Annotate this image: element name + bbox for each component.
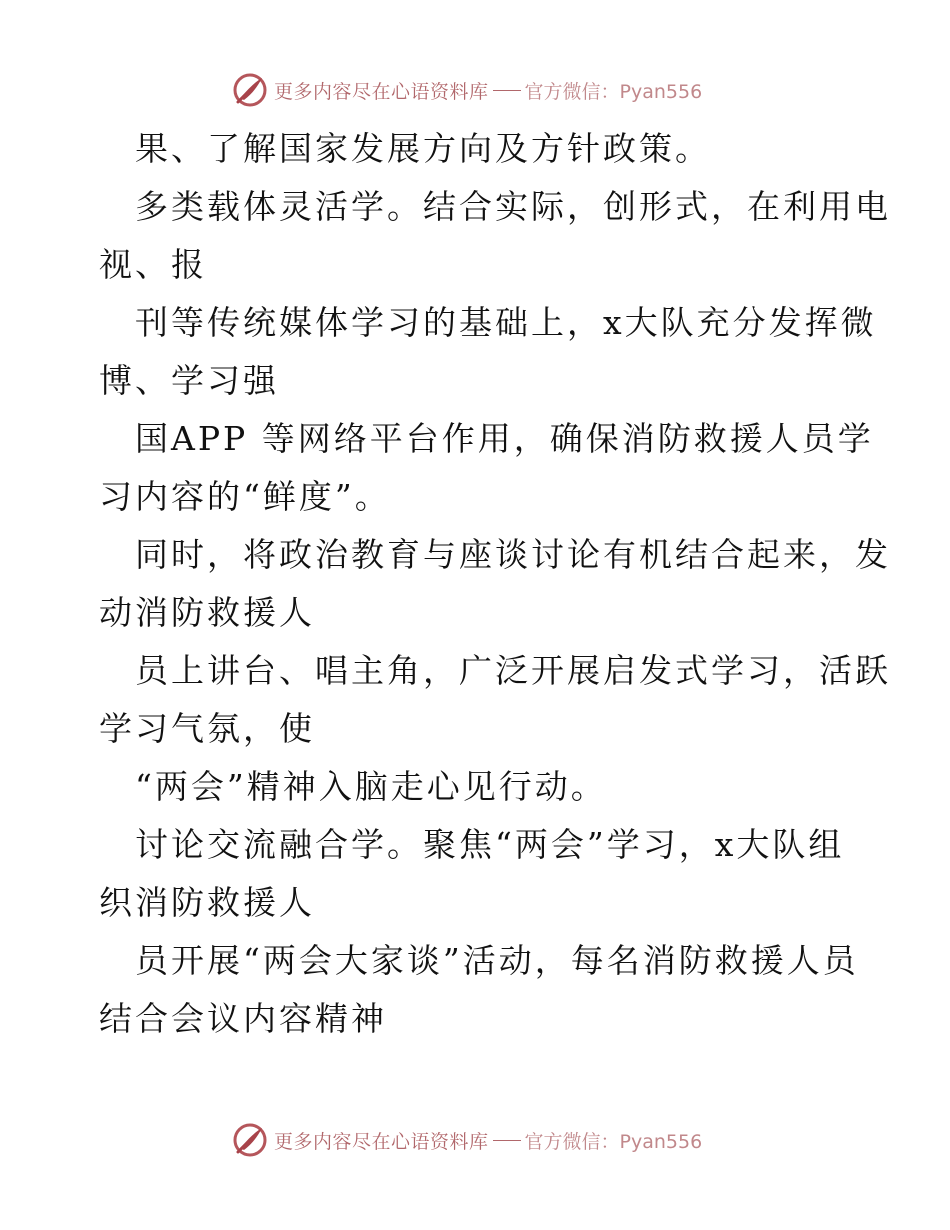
body-text	[99, 120, 891, 1048]
banner-text: 更多内容尽在心语资料库	[274, 80, 489, 103]
text-line: 多类载体灵活学。结合实际，创形式，在利用电	[135, 187, 891, 226]
text-line: 动消防救援人	[99, 593, 315, 632]
text-line: 讨论交流融合学。聚焦“两会”学习，x大队组	[135, 825, 845, 864]
banner-text: 更多内容尽在心语资料库	[274, 1130, 489, 1153]
brush-logo-icon	[232, 1122, 268, 1158]
banner-wechat: 官方微信：Pyan556	[524, 1130, 703, 1153]
text-line: 员上讲台、唱主角，广泛开展启发式学习，活跃	[135, 651, 891, 690]
banner-dash	[493, 90, 521, 91]
text-line: 果、了解国家发展方向及方针政策。	[135, 129, 711, 168]
text-line: 博、学习强	[99, 361, 279, 400]
text-line: 员开展“两会大家谈”活动，每名消防救援人员	[135, 941, 859, 980]
footer-banner	[232, 1122, 752, 1158]
text-line: 国APP 等网络平台作用，确保消防救援人员学	[135, 419, 874, 458]
text-line: 视、报	[99, 245, 207, 284]
text-line: 同时，将政治教育与座谈讨论有机结合起来，发	[135, 535, 891, 574]
text-line: 结合会议内容精神	[99, 999, 387, 1038]
brush-logo-icon	[232, 72, 268, 108]
text-line: 刊等传统媒体学习的基础上，x大队充分发挥微	[135, 303, 877, 342]
banner-wechat: 官方微信：Pyan556	[524, 80, 703, 103]
text-line: 织消防救援人	[99, 883, 315, 922]
text-line: 学习气氛，使	[99, 709, 315, 748]
banner-dash	[493, 1140, 521, 1141]
header-banner	[232, 72, 752, 108]
text-line: “两会”精神入脑走心见行动。	[135, 767, 607, 806]
text-line: 习内容的“鲜度”。	[99, 477, 391, 516]
